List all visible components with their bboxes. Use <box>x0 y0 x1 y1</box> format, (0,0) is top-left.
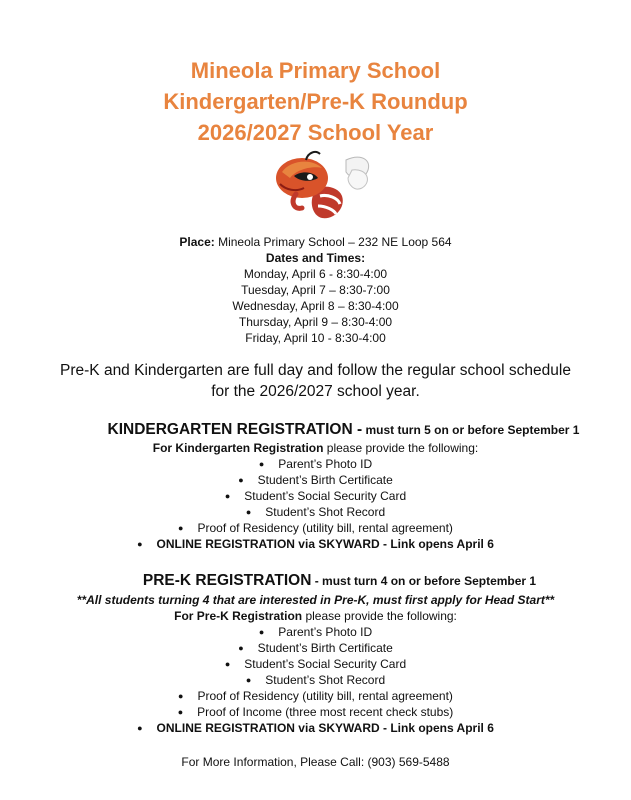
prek-age-requirement: - must turn 4 on or before September 1 <box>311 574 537 588</box>
prek-item-residency: ● Proof of Residency (utility bill, rental agreement) <box>0 688 631 704</box>
intro-line-2: for the 2026/2027 school year. <box>211 383 420 400</box>
prek-item-birth-certificate: ● Student’s Birth Certificate <box>0 640 631 656</box>
bullet-icon <box>259 625 278 639</box>
kindergarten-age-requirement: must turn 5 on or before September 1 <box>362 423 580 437</box>
school-name-title: Mineola Primary School <box>190 58 441 83</box>
place-line <box>0 234 631 250</box>
hornet-mascot-icon <box>268 150 374 222</box>
contact-info: For More Information, Please Call: (903) 569-5488 <box>181 755 450 769</box>
bullet-icon <box>178 521 197 535</box>
kinder-item-photo-id: ● Parent’s Photo ID <box>0 456 631 472</box>
prek-item-shot-record: ● Student’s Shot Record <box>0 672 631 688</box>
bullet-icon <box>137 537 156 551</box>
kindergarten-heading <box>28 421 631 439</box>
school-year-title: 2026/2027 School Year <box>197 120 434 145</box>
kindergarten-provide-line: For Kindergarten Registration please provide the following: <box>152 441 479 455</box>
prek-item-ssn-card: ● Student’s Social Security Card <box>0 656 631 672</box>
date-tuesday: Tuesday, April 7 – 8:30-7:00 <box>241 283 390 297</box>
bullet-icon <box>225 657 244 671</box>
date-wednesday: Wednesday, April 8 – 8:30-4:00 <box>232 299 399 313</box>
kinder-item-ssn-card: ● Student’s Social Security Card <box>0 488 631 504</box>
kinder-item-shot-record: ● Student’s Shot Record <box>0 504 631 520</box>
bullet-icon <box>137 721 156 735</box>
bullet-icon <box>225 489 244 503</box>
bullet-icon <box>178 705 197 719</box>
prek-online-registration: ● ONLINE REGISTRATION via SKYWARD - Link opens April 6 <box>0 720 631 736</box>
date-monday: Monday, April 6 - 8:30-4:00 <box>243 267 388 281</box>
prek-title: PRE-K REGISTRATION <box>142 572 312 589</box>
prek-head-start-note: **All students turning 4 that are interested in Pre-K, must first apply for Head Start** <box>76 593 555 607</box>
bullet-icon <box>238 641 257 655</box>
date-thursday: Thursday, April 9 – 8:30-4:00 <box>238 315 393 329</box>
bullet-icon <box>246 505 265 519</box>
dates-heading: Dates and Times: <box>265 251 366 265</box>
date-friday: Friday, April 10 - 8:30-4:00 <box>245 331 386 345</box>
kinder-online-registration: ● ONLINE REGISTRATION via SKYWARD - Link opens April 6 <box>0 536 631 552</box>
intro-line-1: Pre-K and Kindergarten are full day and follow the regular school schedule <box>60 362 571 379</box>
place-label: Place: <box>179 235 215 249</box>
roundup-title: Kindergarten/Pre-K Roundup <box>163 89 468 114</box>
kinder-item-residency: ● Proof of Residency (utility bill, rental agreement) <box>0 520 631 536</box>
bullet-icon <box>238 473 257 487</box>
bullet-icon <box>178 689 197 703</box>
prek-provide-line: For Pre-K Registration please provide the following: <box>174 609 457 623</box>
bullet-icon <box>259 457 278 471</box>
kinder-item-birth-certificate: ● Student’s Birth Certificate <box>0 472 631 488</box>
kindergarten-title: KINDERGARTEN REGISTRATION - <box>107 421 363 438</box>
prek-item-photo-id: ● Parent’s Photo ID <box>0 624 631 640</box>
bullet-icon <box>246 673 265 687</box>
place-value: Mineola Primary School – 232 NE Loop 564 <box>214 235 452 249</box>
prek-heading <box>24 572 631 590</box>
prek-item-income: ● Proof of Income (three most recent check stubs) <box>0 704 631 720</box>
